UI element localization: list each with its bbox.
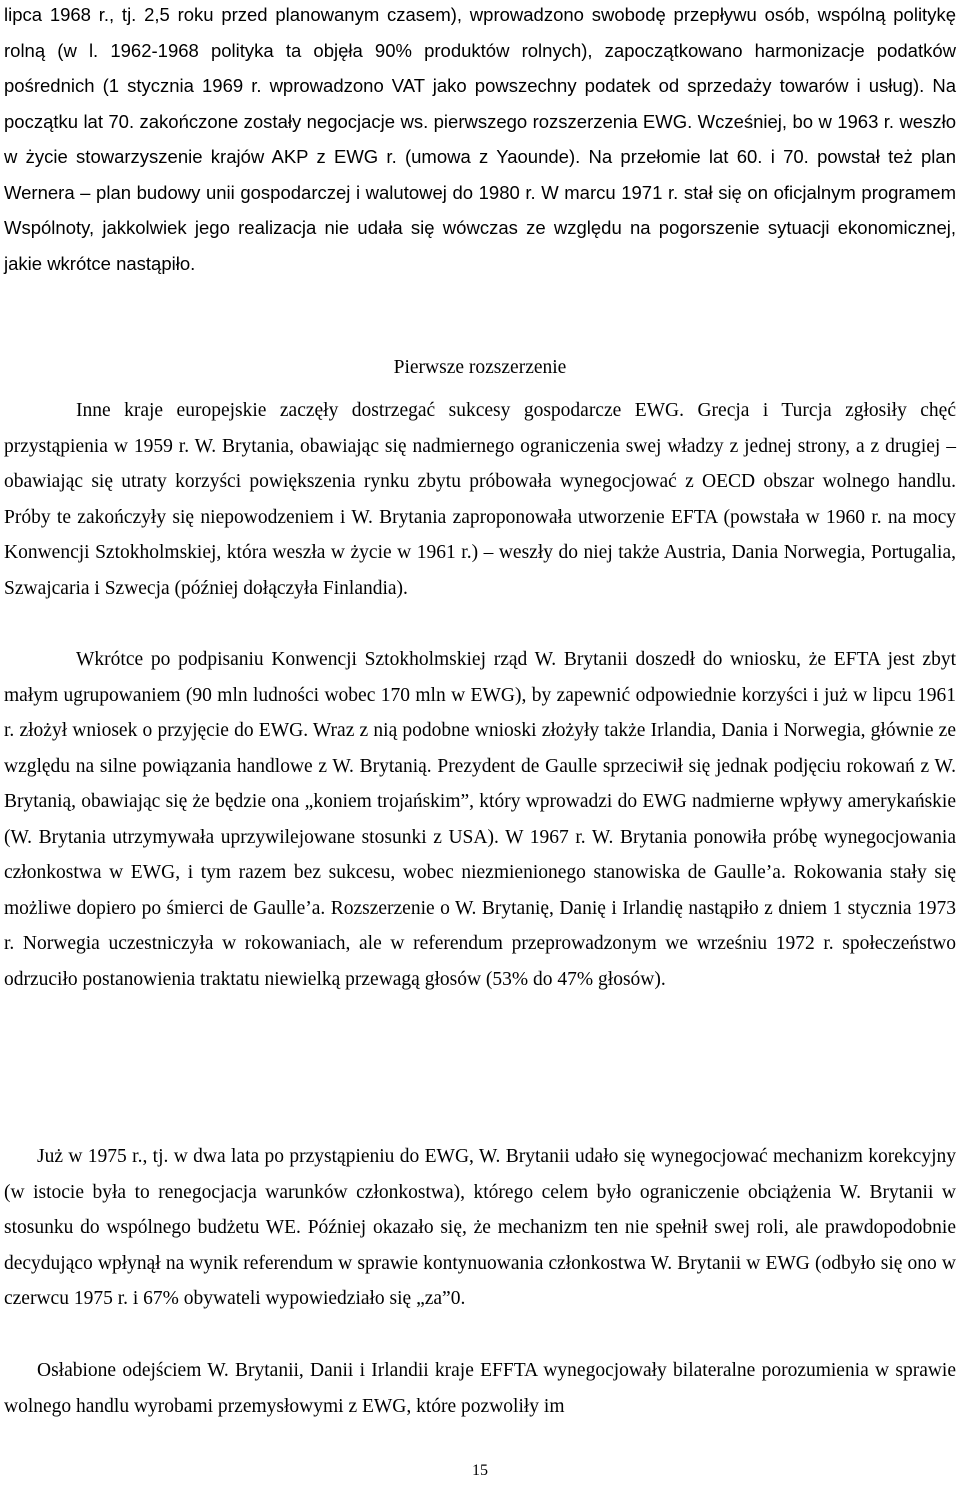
body-paragraph-4: Osłabione odejściem W. Brytanii, Danii i Irlandii kraje EFFTA wynegocjowały bilateralne porozumienia w sprawie wolnego handlu wyrobami przemysłowymi z EWG, które pozwoliły im — [4, 1360, 956, 1417]
intro-paragraph: lipca 1968 r., tj. 2,5 roku przed planowanym czasem), wprowadzono swobodę przepływu osób, wspólną politykę rolną (w l. 1962-1968 polityka ta objęła 90% produktów rolnych), zapoczątkowano harmonizacje podatków pośrednich (1 stycznia 1969 r. wprowadzono VAT jako powszechny podatek od sprzedaży towarów i usług). Na początku lat 70. zakończone zostały negocjacje ws. pierwszego rozszerzenia EWG. Wcześniej, bo w 1963 r. weszło w życie stowarzyszenie krajów AKP z EWG r. (umowa z Yaounde). Na przełomie lat 60. i 70. powstał też plan Wernera – plan budowy unii gospodarczej i walutowej do 1980 r. W marcu 1971 r. stał się on oficjalnym programem Wspólnoty, jakkolwiek jego realizacja nie udała się wówczas ze względu na pogorszenie sytuacji ekonomicznej, jakie wkrótce nastąpiło. — [4, 4, 956, 274]
page-number: 15 — [472, 1462, 488, 1479]
section-heading: Pierwsze rozszerzenie — [393, 357, 567, 378]
body-paragraph-1: Inne kraje europejskie zaczęły dostrzegać sukcesy gospodarcze EWG. Grecja i Turcja zgłosiły chęć przystąpienia w 1959 r. W. Brytania, obawiając się nadmiernego ograniczenia swej władzy z jednej strony, a z drugiej – obawiając się utraty korzyści powiększenia rynku zbytu próbowała wynegocjować z OECD obszar wolnego handlu. Próby te zakończyły się niepowodzeniem i W. Brytania zaproponowała utworzenie EFTA (powstała w 1960 r. na mocy Konwencji Sztokholmskiej, która weszła w życie w 1961 r.) – weszły do niej także Austria, Dania Norwegia, Portugalia, Szwajcaria i Szwecja (później dołączyła Finlandia). — [4, 400, 956, 599]
body-paragraph-3: Już w 1975 r., tj. w dwa lata po przystąpieniu do EWG, W. Brytanii udało się wynegocjować mechanizm korekcyjny (w istocie była to renegocjacja warunków członkostwa), którego celem było ograniczenie obciążenia W. Brytanii w stosunku do wspólnego budżetu WE. Później okazało się, że mechanizm ten nie spełnił swej roli, ale prawdopodobnie decydująco wpłynął na wynik referendum w sprawie kontynuowania członkostwa W. Brytanii w EWG (odbyło się ono w czerwcu 1975 r. i 67% obywateli wypowiedziało się „za”0. — [4, 1146, 956, 1309]
body-paragraph-2: Wkrótce po podpisaniu Konwencji Sztokholmskiej rząd W. Brytanii doszedł do wniosku, że EFTA jest zbyt małym ugrupowaniem (90 mln ludności wobec 170 mln w EWG), by zapewnić odpowiednie korzyści i już w lipcu 1961 r. złożył wniosek o przyjęcie do EWG. Wraz z nią podobne wnioski złożyły także Irlandia, Dania i Norwegia, głównie ze względu na silne powiązania handlowe z W. Brytanią. Prezydent de Gaulle sprzeciwił się jednak podjęciu rokowań z W. Brytanią, obawiając się że będzie ona „koniem trojańskim”, który wprowadzi do EWG nadmierne wpływy amerykańskie (W. Brytania utrzymywała uprzywilejowane stosunki z USA). W 1967 r. W. Brytania ponowiła próbę wynegocjowania członkostwa w EWG, i tym razem bez sukcesu, wobec niezmienionego stanowiska de Gaulle’a. Rokowania stały się możliwe dopiero po śmierci de Gaulle’a. Rozszerzenie o W. Brytanię, Danię i Irlandię nastąpiło z dniem 1 stycznia 1973 r. Norwegia uczestniczyła w rokowaniach, ale w referendum przeprowadzonym we wrześniu 1972 r. społeczeństwo odrzuciło postanowienia traktatu niewielką przewagą głosów (53% do 47% głosów). — [4, 649, 956, 990]
